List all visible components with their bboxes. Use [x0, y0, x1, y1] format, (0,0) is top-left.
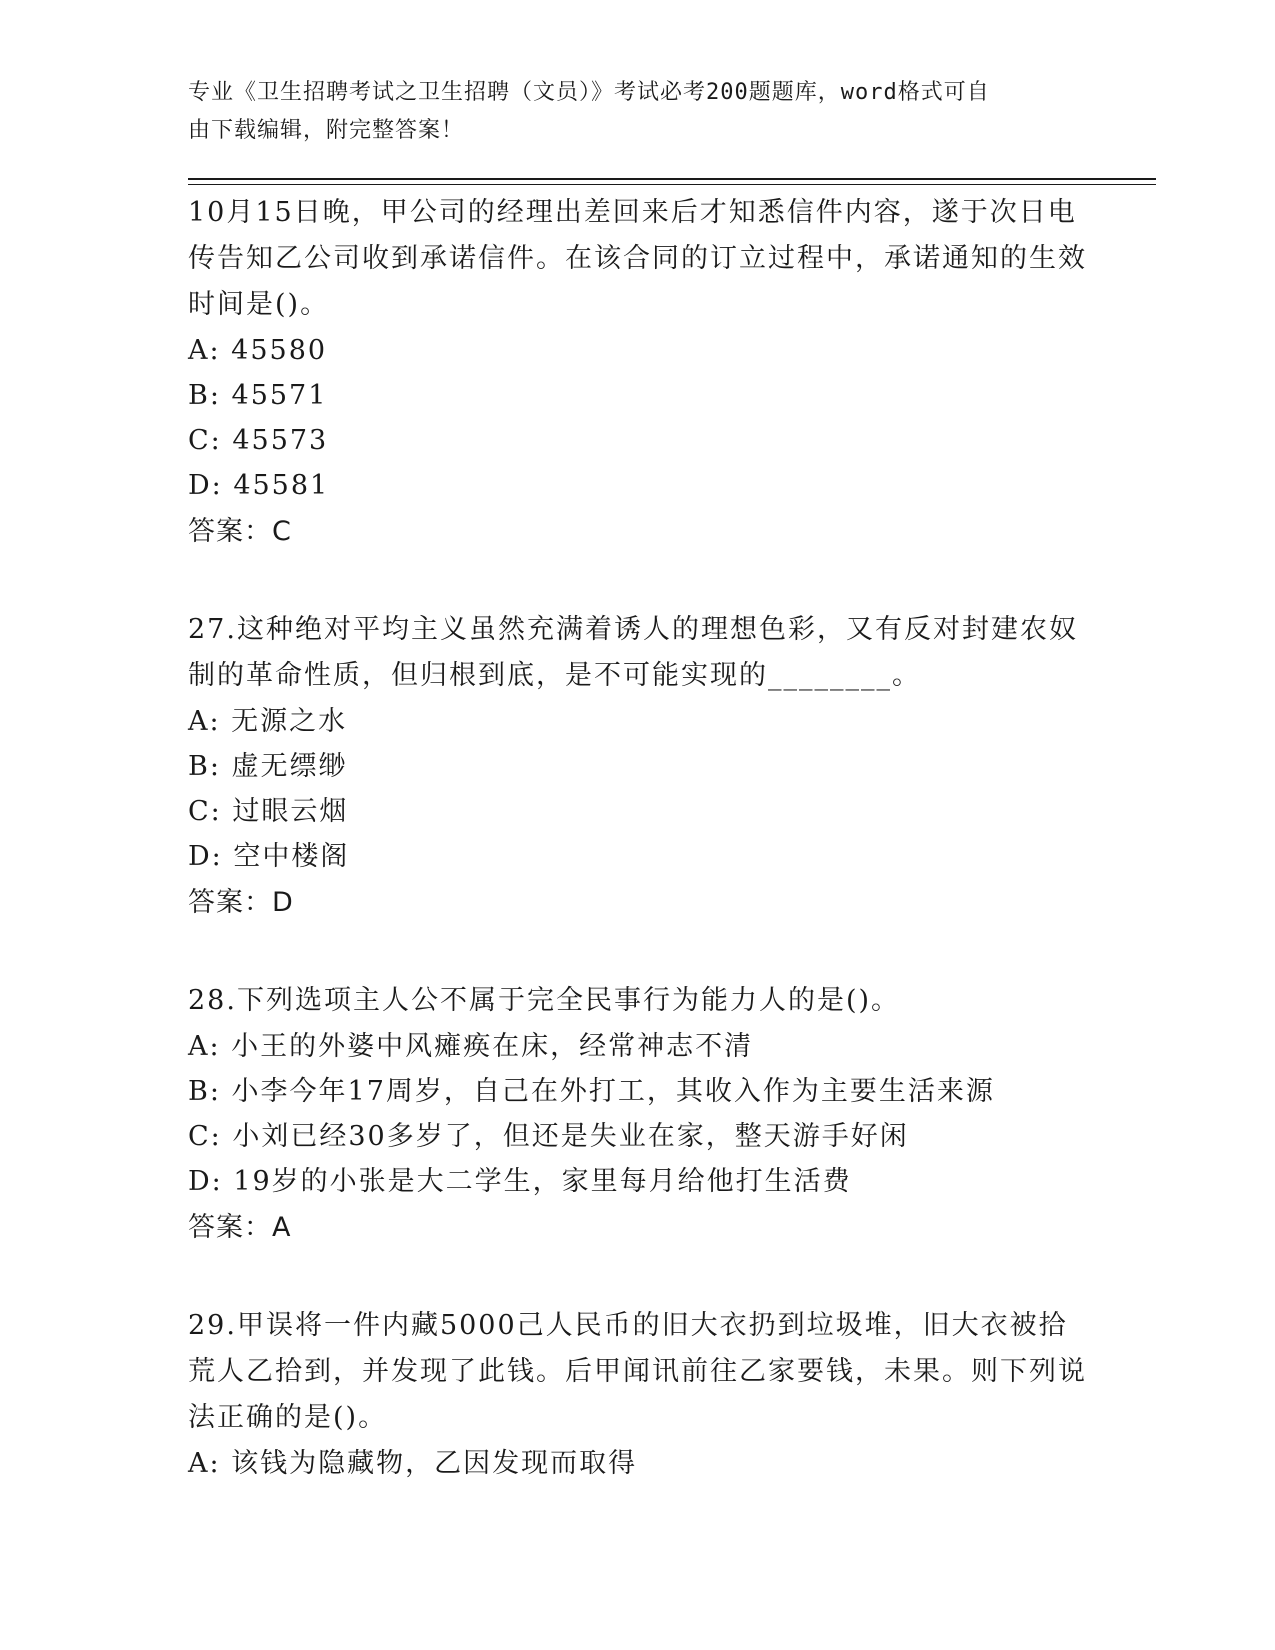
question-stem: 27.这种绝对平均主义虽然充满着诱人的理想色彩，又有反对封建农奴制的革命性质，但归根到底，是不可能实现的________。: [188, 614, 1078, 691]
answer-line: 答案：A: [188, 1212, 292, 1243]
option-a: A: 该钱为隐藏物，乙因发现而取得: [188, 1448, 638, 1479]
question-block: [188, 978, 1088, 1251]
answer-line: 答案：C: [188, 516, 292, 547]
header-divider-thick: [188, 178, 1156, 180]
option-a: A: 45580: [188, 335, 328, 366]
question-block: [188, 607, 1088, 926]
option-b: B: 45571: [188, 380, 328, 411]
question-stem: 28.下列选项主人公不属于完全民事行为能力人的是()。: [188, 985, 901, 1016]
header-line-2: 由下载编辑，附完整答案！: [188, 118, 465, 143]
option-d: D: 45581: [188, 470, 330, 501]
option-c: C: 小刘已经30多岁了，但还是失业在家，整天游手好闲: [188, 1121, 909, 1152]
page-header: [188, 74, 1088, 150]
option-c: C: 过眼云烟: [188, 796, 349, 827]
option-b: B: 小李今年17周岁，自己在外打工，其收入作为主要生活来源: [188, 1076, 995, 1107]
option-a: A: 小王的外婆中风瘫痪在床，经常神志不清: [188, 1031, 754, 1062]
question-stem: 10月15日晚，甲公司的经理出差回来后才知悉信件内容，遂于次日电传告知乙公司收到承诺信件。在该合同的订立过程中，承诺通知的生效时间是()。: [188, 197, 1087, 320]
option-a: A: 无源之水: [188, 706, 348, 737]
option-c: C: 45573: [188, 425, 329, 456]
answer-line: 答案：D: [188, 887, 294, 918]
option-d: D: 空中楼阁: [188, 841, 350, 872]
header-divider-thin: [188, 184, 1156, 185]
header-line-1: 专业《卫生招聘考试之卫生招聘（文员）》考试必考200题题库，word格式可自: [188, 80, 990, 105]
question-list: [188, 190, 1088, 1538]
option-d: D: 19岁的小张是大二学生，家里每月给他打生活费: [188, 1166, 852, 1197]
question-block: [188, 1303, 1088, 1486]
question-block: [188, 190, 1088, 555]
option-b: B: 虚无缥缈: [188, 751, 348, 782]
question-stem: 29.甲误将一件内藏5000己人民币的旧大衣扔到垃圾堆，旧大衣被拾荒人乙拾到，并发现了此钱。后甲闻讯前往乙家要钱，未果。则下列说法正确的是()。: [188, 1310, 1087, 1433]
